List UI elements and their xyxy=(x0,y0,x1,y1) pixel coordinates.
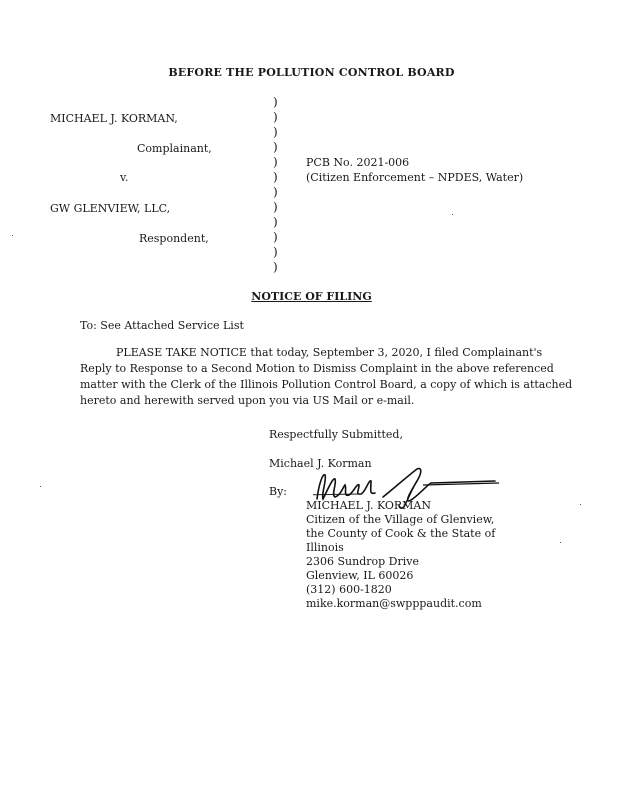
closing-line: Respectfully Submitted, xyxy=(269,428,403,441)
scan-speck xyxy=(12,235,13,236)
complainant-role: Complainant, xyxy=(137,142,212,155)
caption-bracket: ) ) ) ) ) ) ) ) ) ) ) ) xyxy=(273,95,278,274)
address-line: Citizen of the Village of Glenview, xyxy=(306,513,495,526)
complainant-name: MICHAEL J. KORMAN, xyxy=(50,112,178,125)
email-line: mike.korman@swpppaudit.com xyxy=(306,597,482,610)
page-title: BEFORE THE POLLUTION CONTROL BOARD xyxy=(168,66,455,79)
respondent-role: Respondent, xyxy=(139,232,209,245)
address-line: (312) 600-1820 xyxy=(306,583,392,596)
scan-speck xyxy=(40,486,41,487)
scan-speck xyxy=(580,504,581,505)
signer-name: Michael J. Korman xyxy=(269,457,372,470)
notice-body-line: hereto and herewith served upon you via US Mail or e-mail. xyxy=(80,394,415,407)
address-line: the County of Cook & the State of xyxy=(306,527,496,540)
case-number: PCB No. 2021-006 xyxy=(306,156,410,169)
notice-body-line: matter with the Clerk of the Illinois Pollution Control Board, a copy of which is attached xyxy=(80,378,573,391)
scan-speck xyxy=(560,542,561,543)
notice-body-line: Reply to Response to a Second Motion to Dismiss Complaint in the above referenced xyxy=(80,362,554,375)
respondent-name: GW GLENVIEW, LLC, xyxy=(50,202,171,215)
address-line: Glenview, IL 60026 xyxy=(306,569,414,582)
service-list-line: To: See Attached Service List xyxy=(80,319,244,332)
address-line: Illinois xyxy=(306,541,344,554)
scan-speck xyxy=(452,214,453,215)
notice-heading: NOTICE OF FILING xyxy=(251,290,372,303)
address-line: 2306 Sundrop Drive xyxy=(306,555,419,568)
case-type: (Citizen Enforcement – NPDES, Water) xyxy=(306,171,524,184)
notice-body-line: PLEASE TAKE NOTICE that today, September 3, 2020, I filed Complainant's xyxy=(116,346,543,359)
signer-name-caps: MICHAEL J. KORMAN xyxy=(306,499,431,512)
versus-label: v. xyxy=(120,171,129,184)
by-label: By: xyxy=(269,485,288,498)
